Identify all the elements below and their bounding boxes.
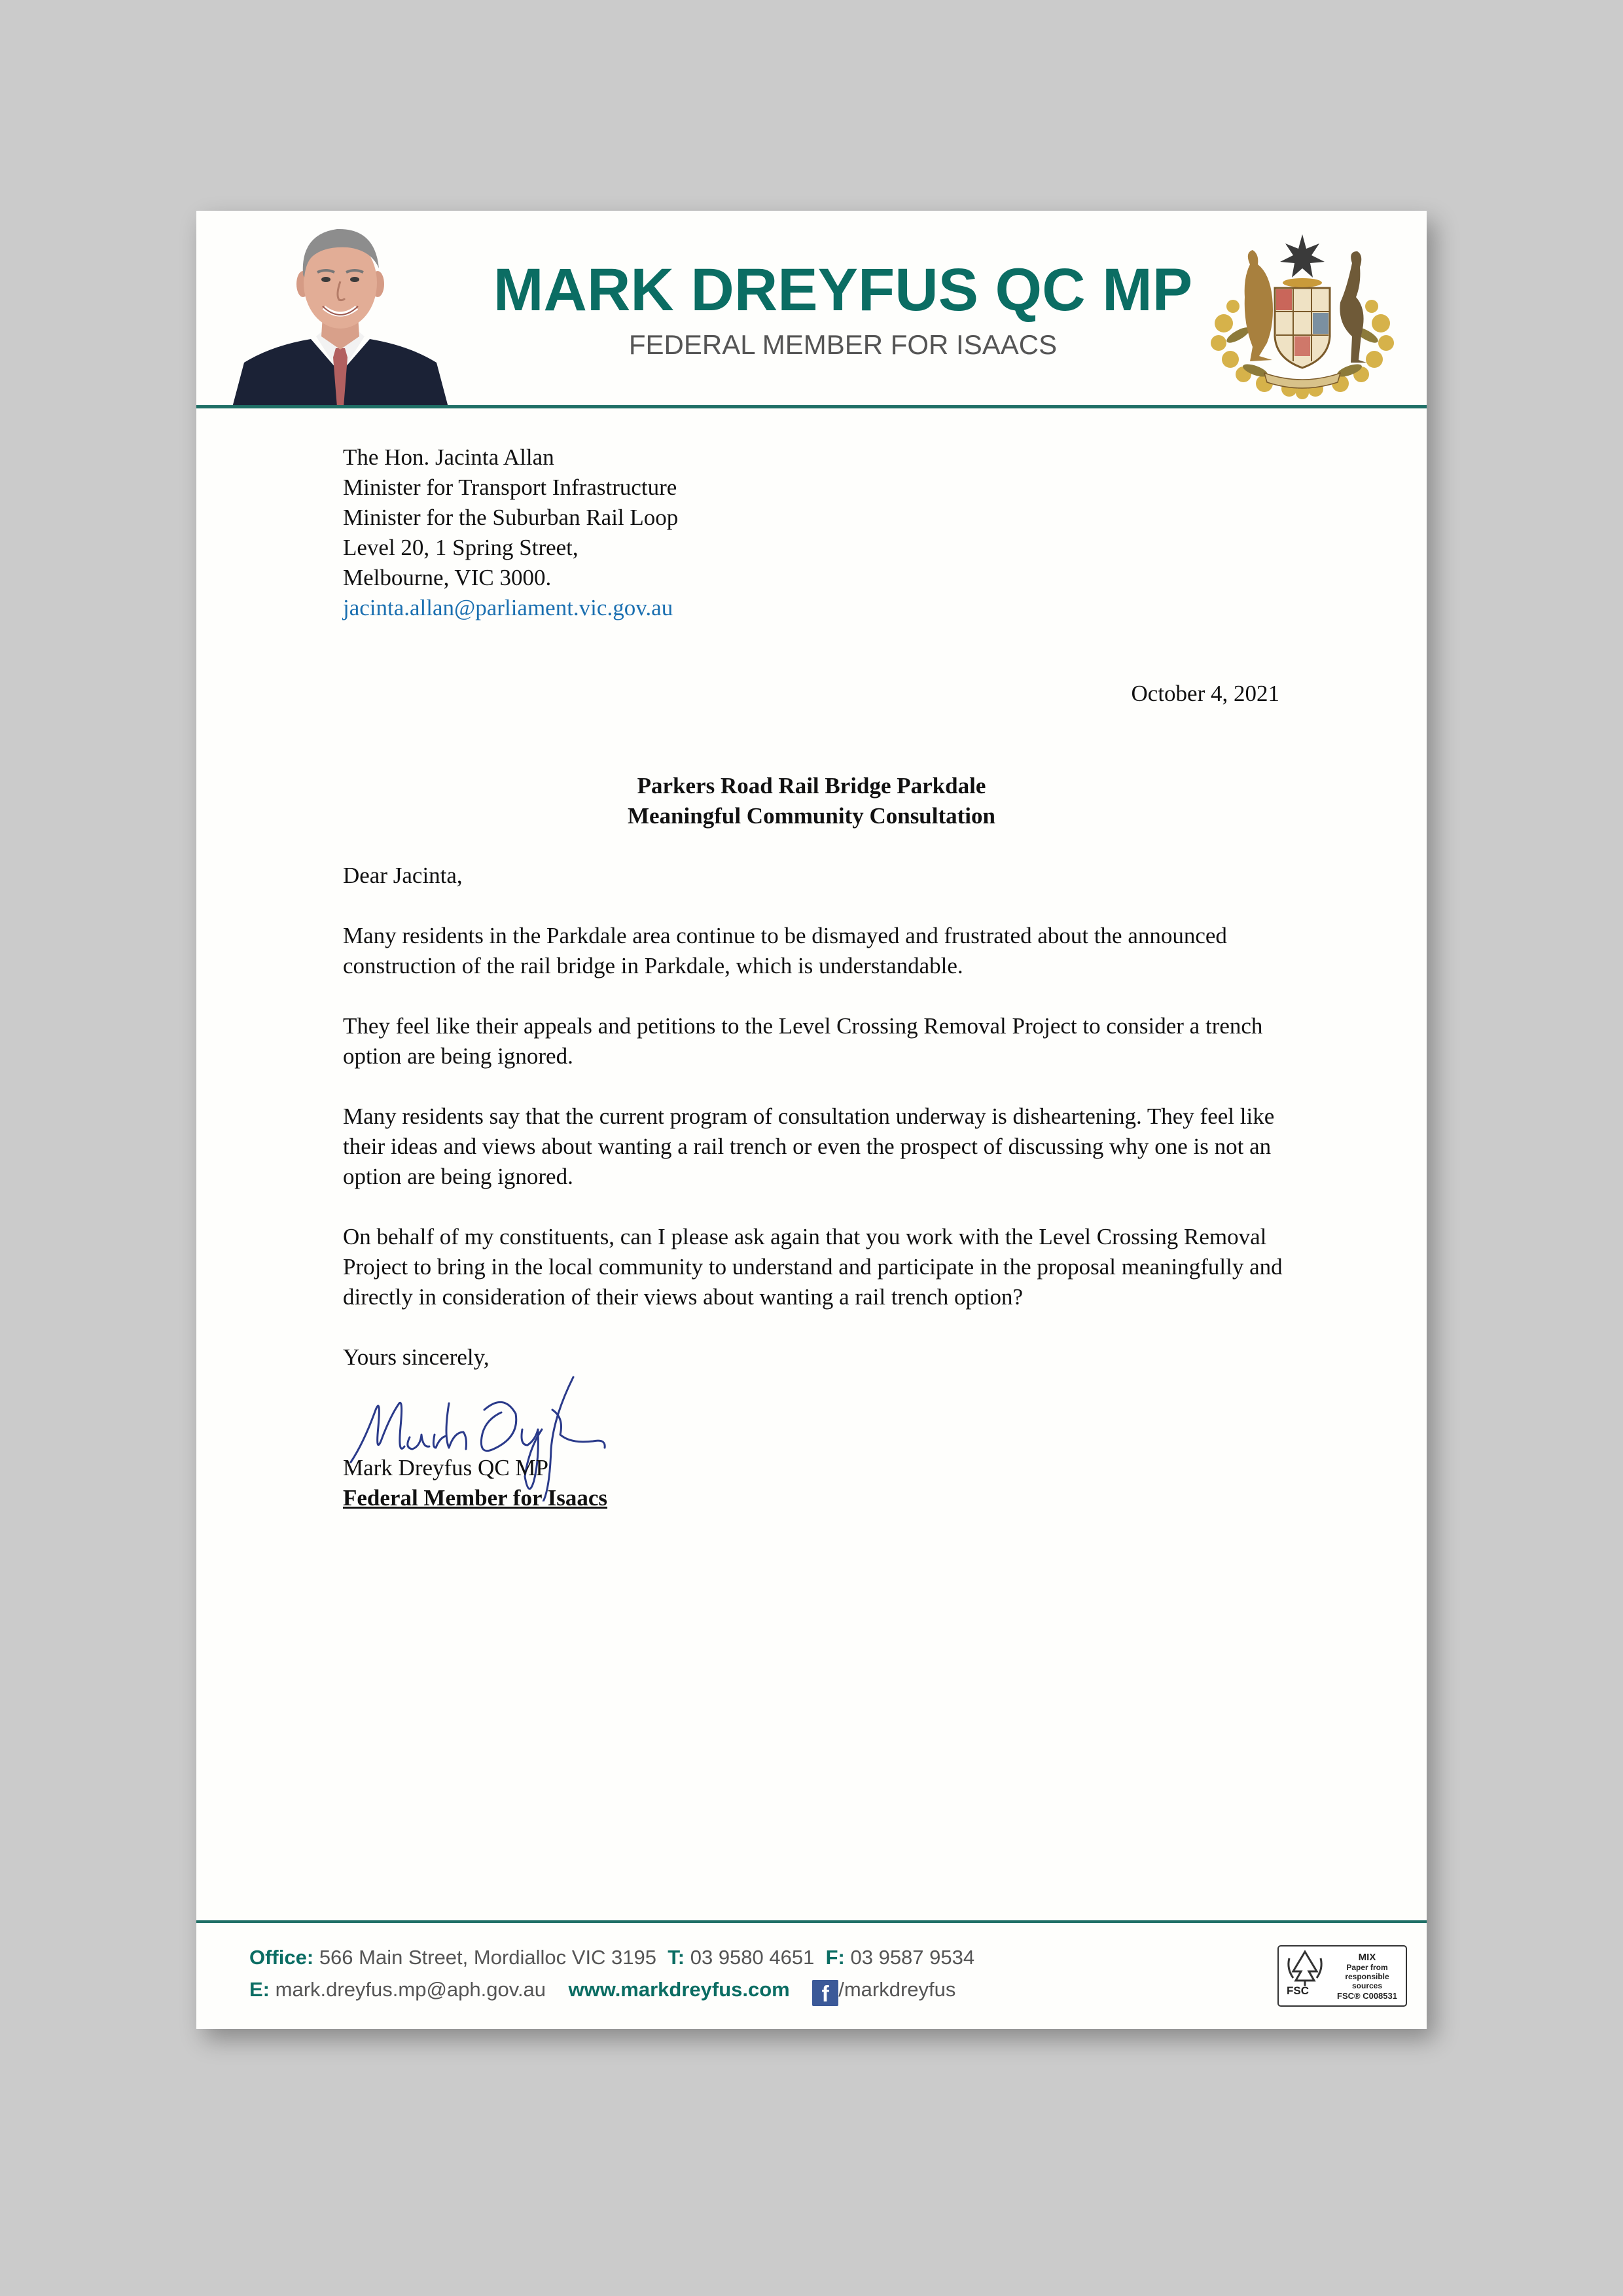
salutation: Dear Jacinta, [343,863,463,888]
header-divider [196,405,1427,408]
recipient-line: Level 20, 1 Spring Street, [343,535,579,560]
office-label: Office: [249,1946,314,1969]
fax-label: F: [825,1946,845,1969]
footer-email-link[interactable]: mark.dreyfus.mp@aph.gov.au [275,1978,546,2001]
footer-contact-line [249,1947,974,1967]
letter-page [196,211,1427,2029]
phone-number: 03 9580 4651 [690,1946,815,1969]
subject-line-2: Meaningful Community Consultation [627,803,996,829]
office-address: 566 Main Street, Mordialloc VIC 3195 [319,1946,657,1969]
fsc-text [1331,1952,1403,2002]
facebook-icon: f [812,1980,838,2006]
phone-label: T: [668,1946,685,1969]
mp-name: MARK DREYFUS QC MP [493,257,1193,323]
letter-date: October 4, 2021 [1131,681,1279,706]
recipient-line: Minister for the Suburban Rail Loop [343,505,679,530]
fsc-desc: responsible sources [1345,1972,1389,1990]
recipient-email-link[interactable]: jacinta.allan@parliament.vic.gov.au [343,595,673,620]
fsc-tree-icon [1284,1949,1330,1989]
fsc-code: FSC® C008531 [1337,1991,1397,2001]
letter-body [343,861,1285,1403]
coat-of-arms-icon [1204,225,1400,401]
fsc-tag: FSC [1287,1984,1309,1997]
letter-subject [196,771,1427,831]
website-link[interactable]: www.markdreyfus.com [568,1978,790,2001]
recipient-address [343,442,1285,623]
fsc-desc: Paper from [1346,1963,1388,1972]
footer-online-line [249,1979,955,2006]
subject-line-1: Parkers Road Rail Bridge Parkdale [637,773,986,798]
body-paragraph: They feel like their appeals and petitions to the Level Crossing Removal Project to consider a trench option are being ignored. [343,1013,1263,1069]
recipient-line: Minister for Transport Infrastructure [343,475,677,500]
mp-title: FEDERAL MEMBER FOR ISAACS [628,329,1058,360]
recipient-line: Melbourne, VIC 3000. [343,565,552,590]
closing: Yours sincerely, [343,1344,490,1370]
fsc-mix: MIX [1358,1952,1376,1963]
body-paragraph: On behalf of my constituents, can I please ask again that you work with the Level Crossing Removal Project to bring in the local community to understand and participate in the proposal meaningfully and directly in consideration of their views about wanting a rail trench option? [343,1224,1283,1310]
fax-number: 03 9587 9534 [850,1946,975,1969]
footer-divider [196,1920,1427,1923]
signatory-role: Federal Member for Isaacs [343,1485,608,1511]
fsc-logo [1277,1945,1407,2007]
body-paragraph: Many residents in the Parkdale area continue to be dismayed and frustrated about the announced construction of the rail bridge in Parkdale, which is understandable. [343,923,1227,978]
recipient-line: The Hon. Jacinta Allan [343,444,554,470]
email-label: E: [249,1978,270,2001]
signatory-name: Mark Dreyfus QC MP [343,1455,549,1480]
facebook-link[interactable]: /markdreyfus [838,1978,956,2001]
body-paragraph: Many residents say that the current program of consultation underway is disheartening. They feel like their ideas and views about wanting a rail trench or even the prospect of discussing why one is not an option are being ignored. [343,1103,1275,1189]
